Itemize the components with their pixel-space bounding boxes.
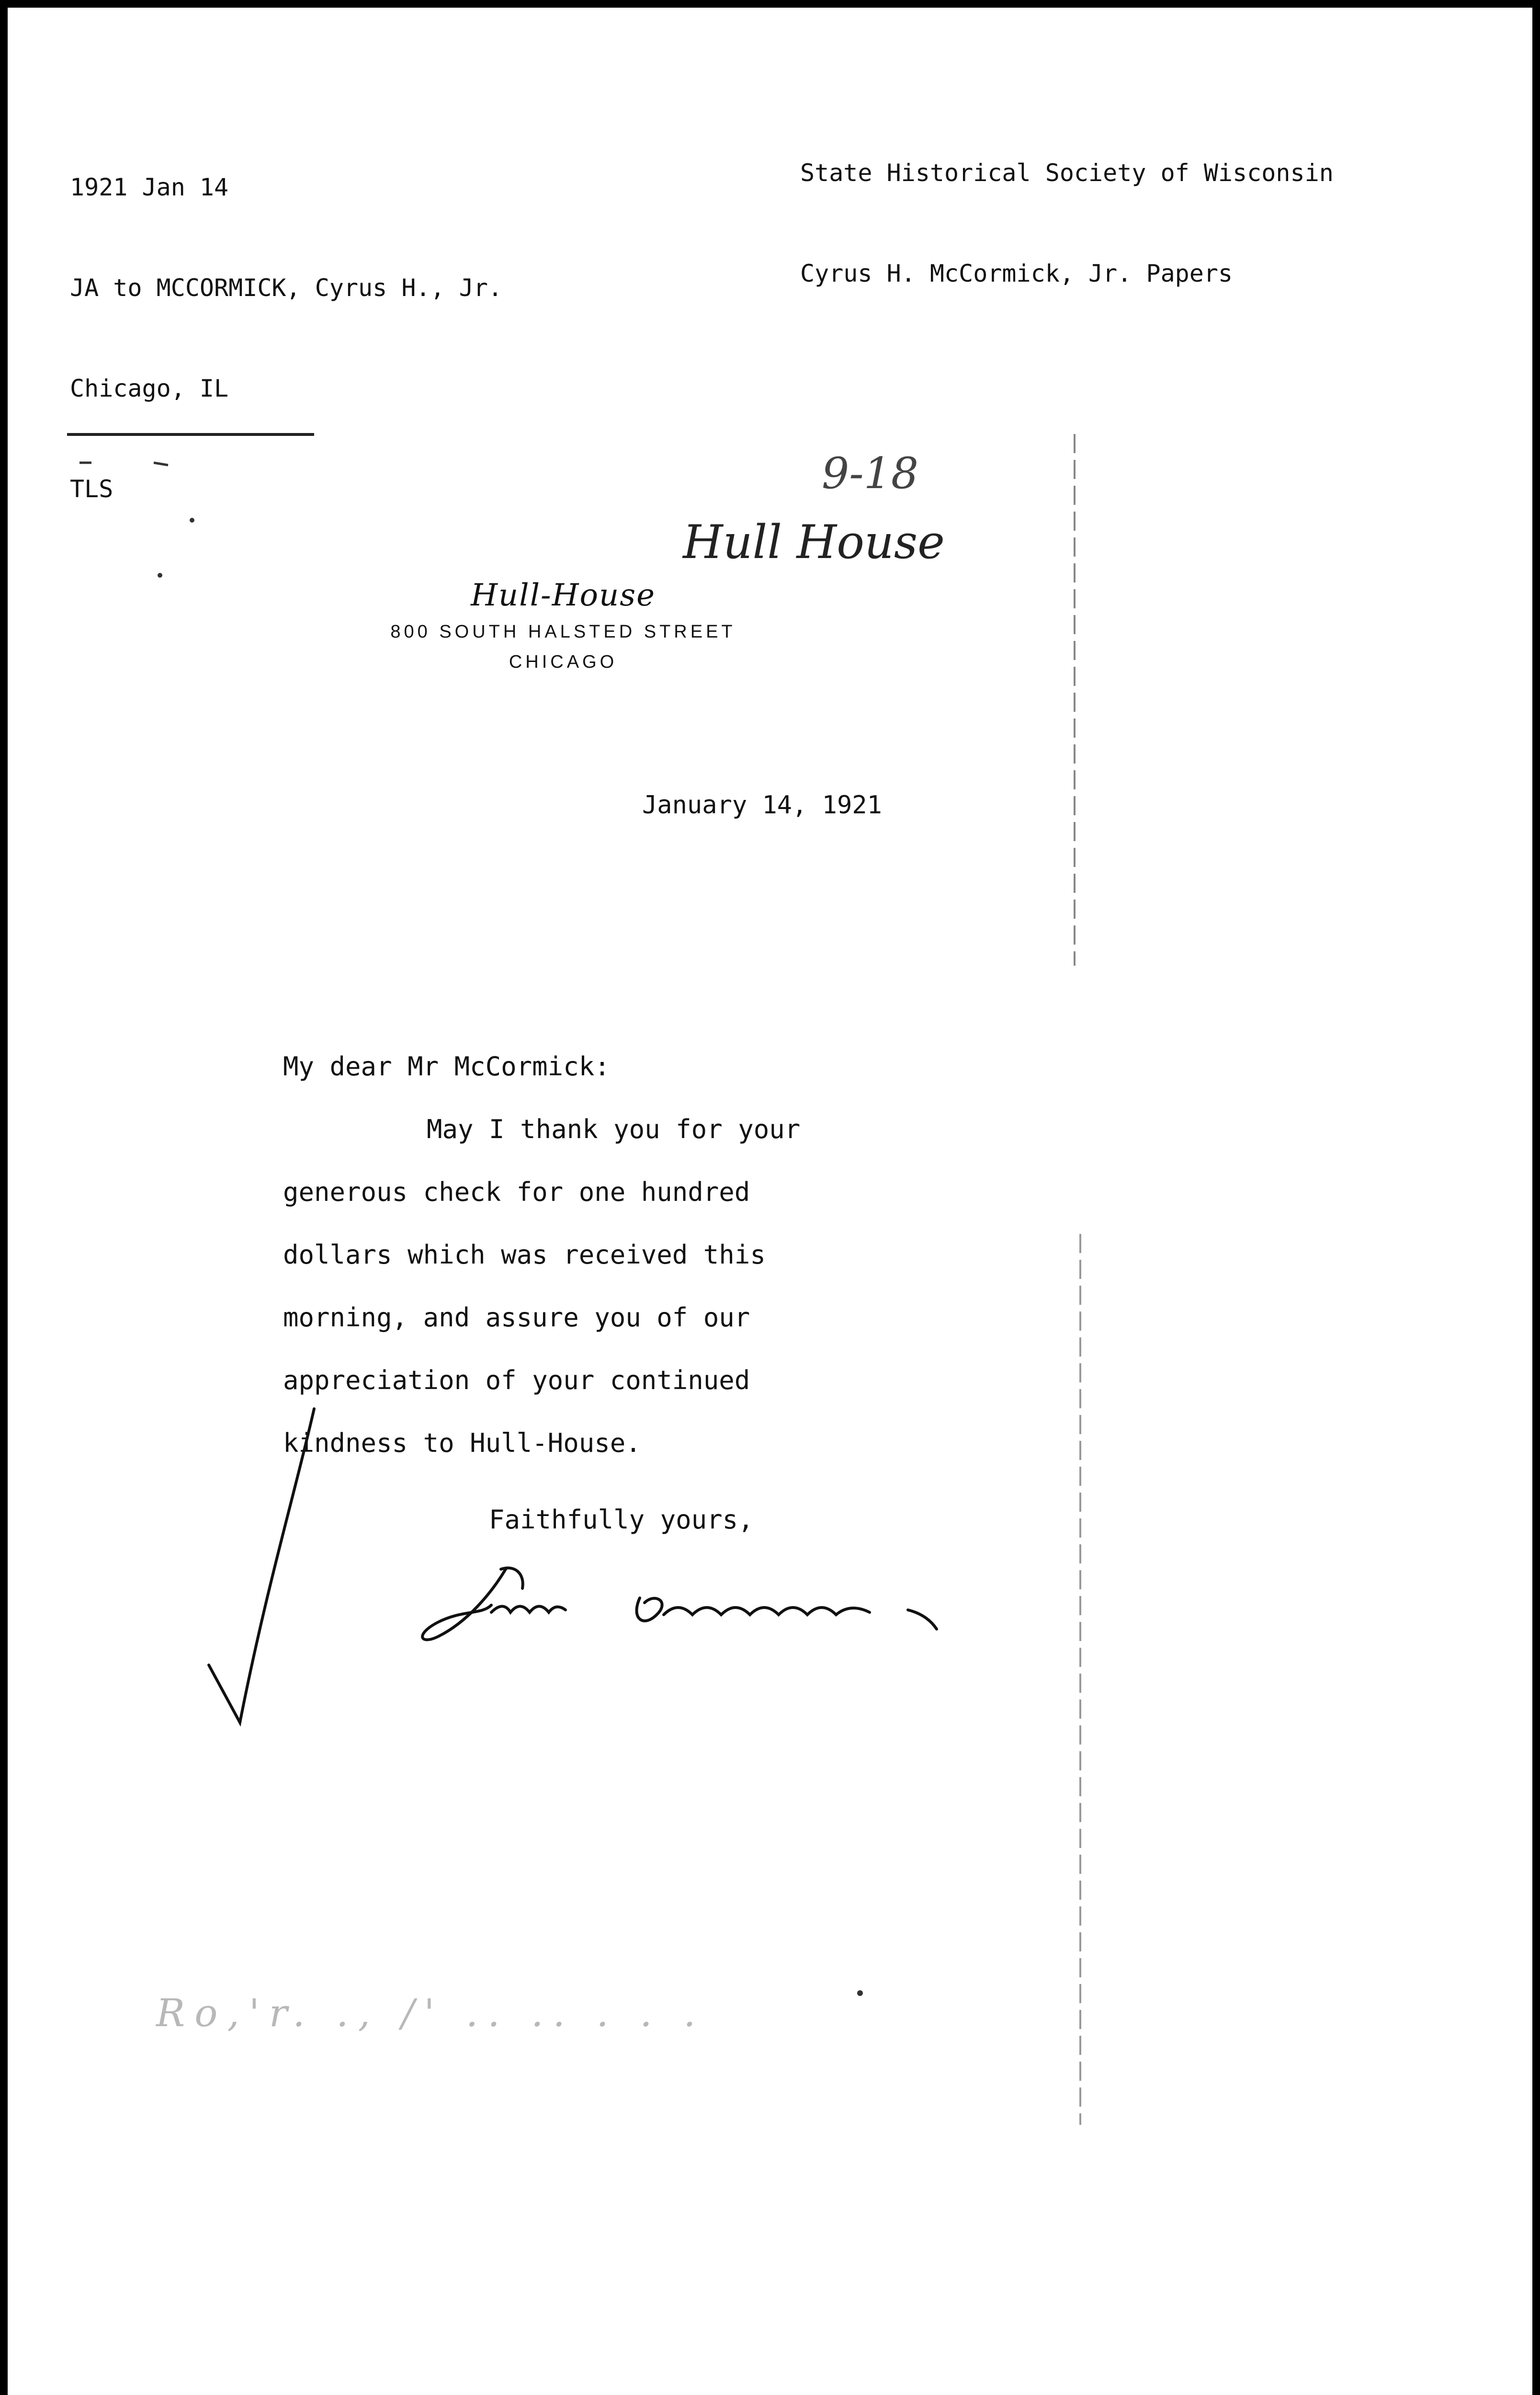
scan-speck [190,518,194,523]
archive-doc-type: TLS [70,475,113,503]
letterhead-name: Hull-House [471,578,656,613]
check-mark [209,1409,314,1722]
document-page [8,8,1532,2395]
archive-place: Chicago, IL [70,375,229,402]
body-line: generous check for one hundred [283,1177,750,1207]
salutation: My dear Mr McCormick: [283,1051,610,1082]
faint-pencil-note: Ro,'r. ., /' .. .. . . . [156,1991,705,2035]
scan-speck [857,1990,863,1996]
letterhead-address: 800 SOUTH HALSTED STREET [390,622,736,642]
archive-correspondents: JA to MCCORMICK, Cyrus H., Jr. [70,274,503,302]
body-line: appreciation of your continued [283,1365,750,1395]
archive-date: 1921 Jan 14 [70,173,229,201]
body-line: dollars which was received this [283,1240,766,1270]
letterhead-city: CHICAGO [509,652,618,672]
scan-speck [158,573,162,578]
archive-repository: State Historical Society of Wisconsin [800,159,1334,187]
letter-date: January 14, 1921 [642,791,882,820]
scan-mark [154,463,168,465]
handwritten-name-note: Hull House [683,515,945,569]
body-line: morning, and assure you of our [283,1302,750,1333]
body-line: May I thank you for your [427,1114,801,1144]
marks-layer [8,8,1532,2395]
archive-collection: Cyrus H. McCormick, Jr. Papers [800,260,1233,287]
closing: Faithfully yours, [489,1505,754,1535]
body-line: kindness to Hull-House. [283,1428,641,1458]
handwritten-date-note: 9-18 [822,448,919,499]
signature-jane-addams [422,1568,937,1640]
